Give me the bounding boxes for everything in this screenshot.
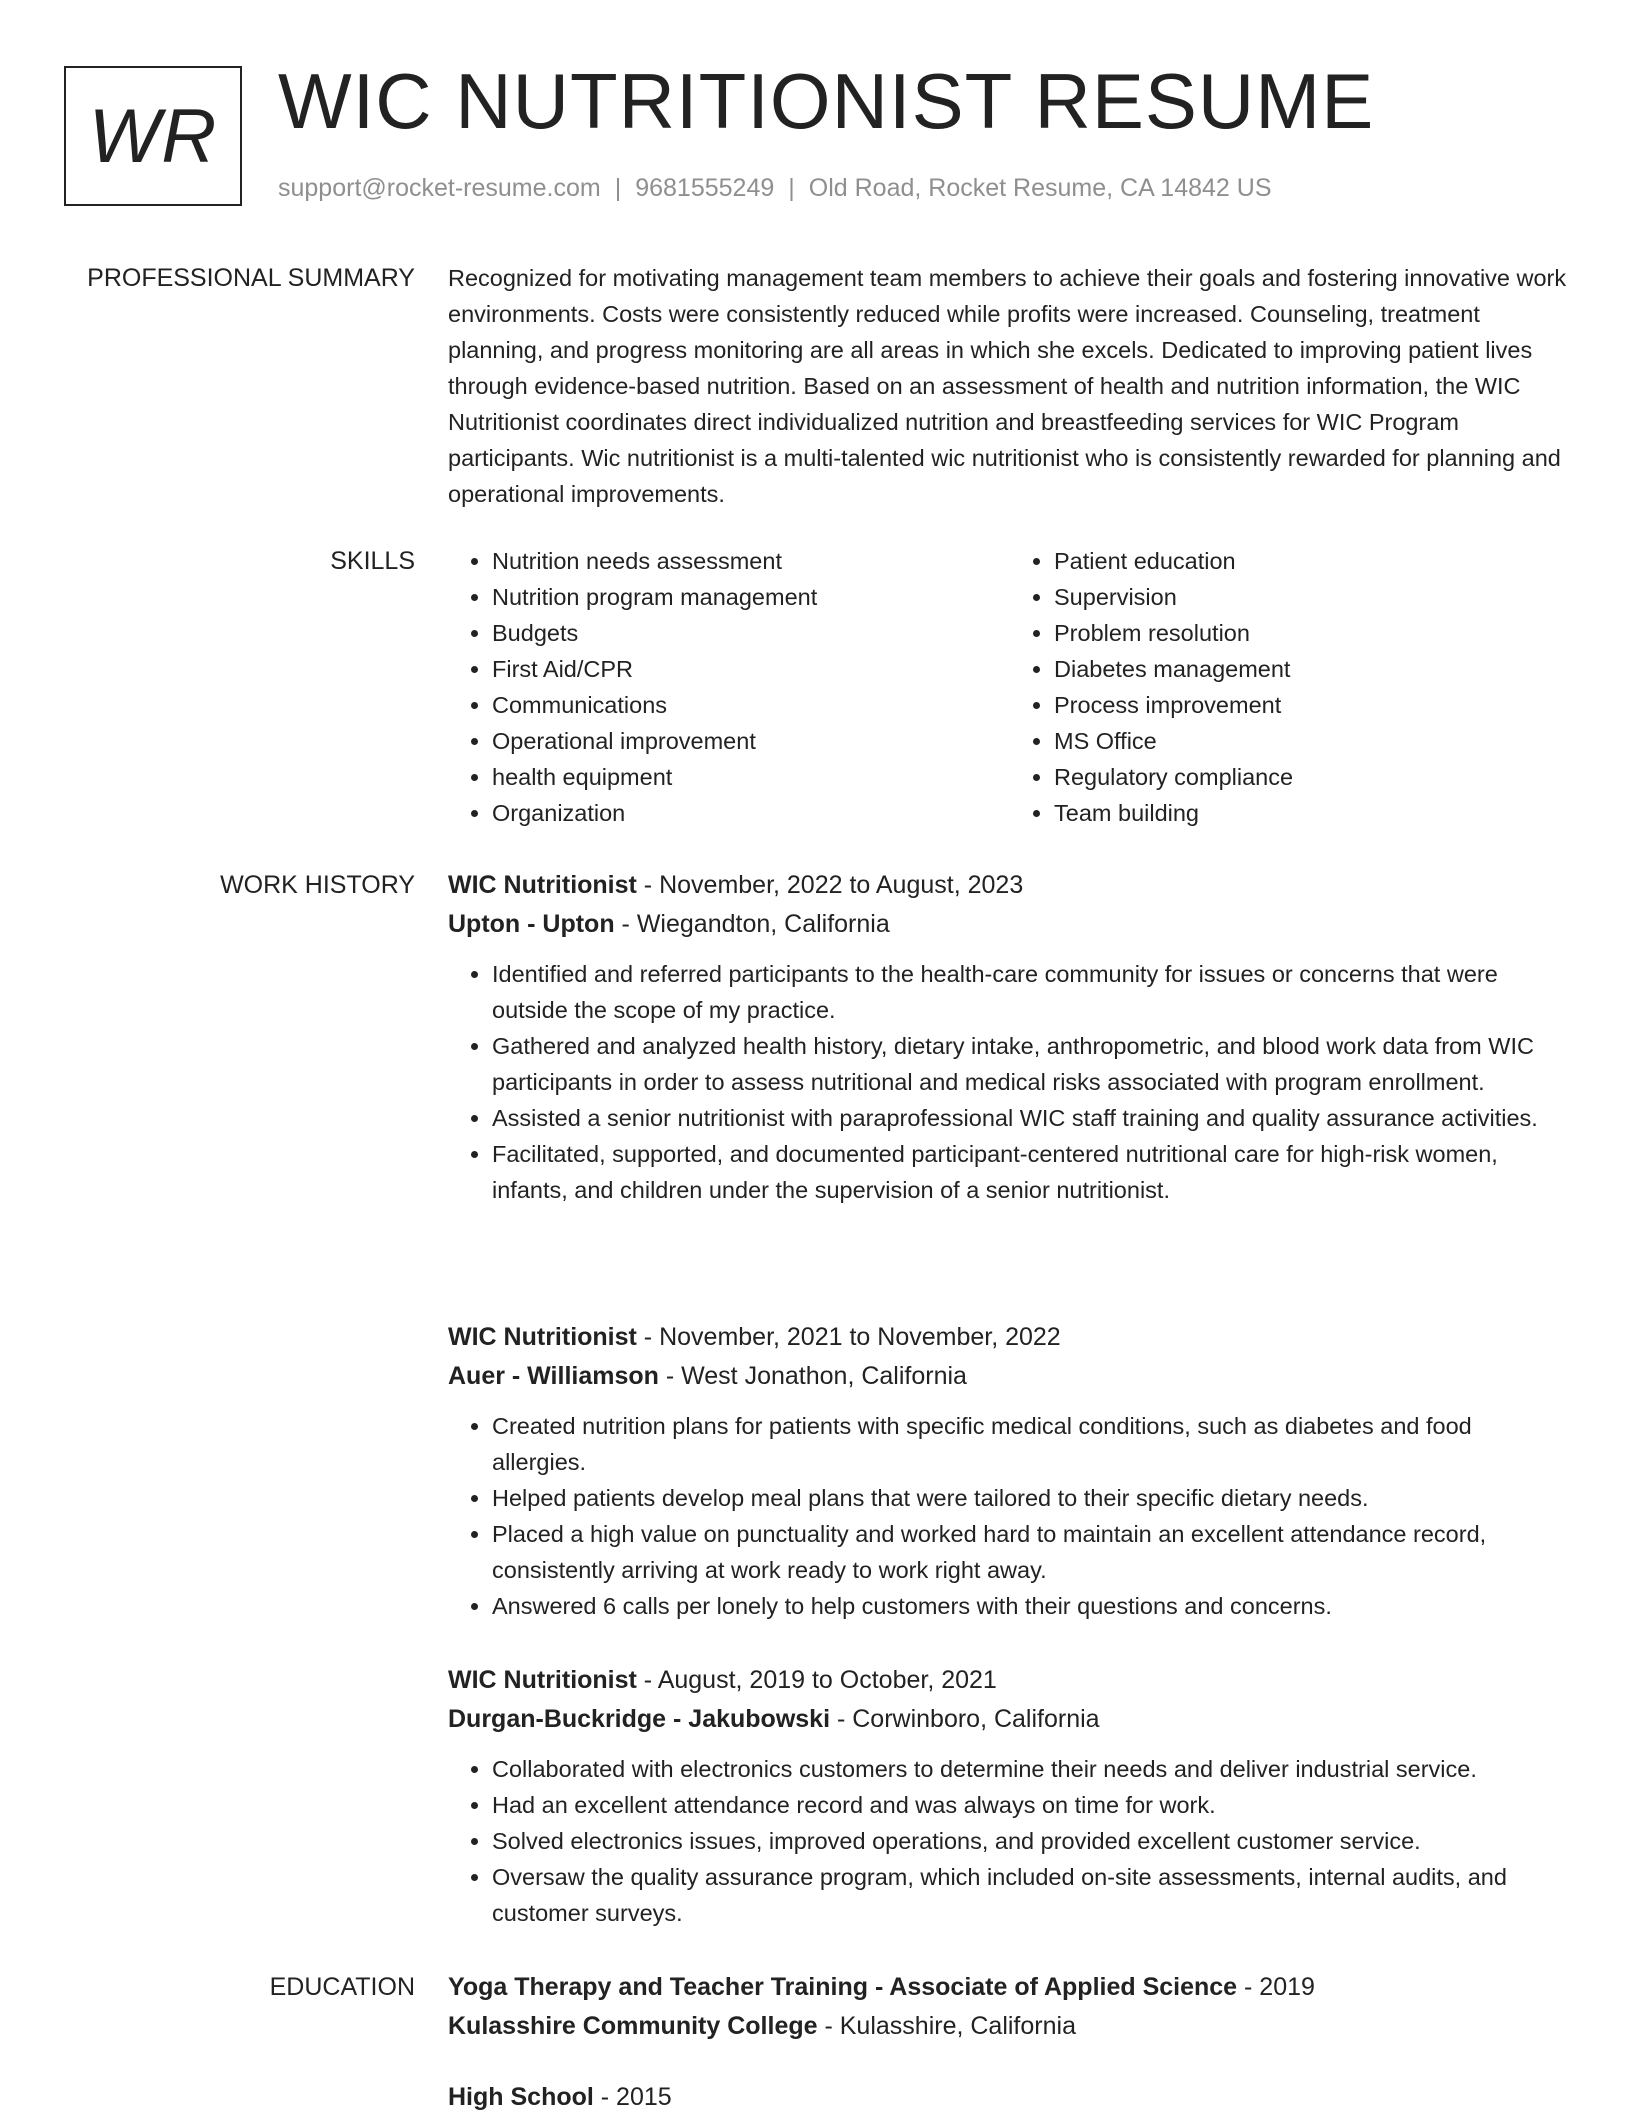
skills-list-left	[448, 543, 1010, 831]
skill-item: • Nutrition program management	[492, 579, 1010, 615]
skill-item: • First Aid/CPR	[492, 651, 1010, 687]
job-bullet: • Solved electronics issues, improved operations, and provided excellent customer service.	[492, 1823, 1572, 1859]
contact-phone[interactable]: 9681555249	[635, 174, 775, 202]
contact-line	[278, 174, 1272, 203]
job-title: WIC Nutritionist	[448, 871, 637, 899]
job-dates: - November, 2021 to November, 2022	[636, 1323, 1061, 1351]
skill-item: • Budgets	[492, 615, 1010, 651]
job-org-line	[448, 1700, 1572, 1739]
section-label-education: EDUCATION	[269, 1973, 415, 2001]
job-bullet: • Created nutrition plans for patients with specific medical conditions, such as diabetes and food allergies.	[492, 1408, 1572, 1480]
skill-item: • Communications	[492, 687, 1010, 723]
contact-address: Old Road, Rocket Resume, CA 14842 US	[808, 174, 1272, 202]
skill-item: • health equipment	[492, 759, 1010, 795]
job-bullet: • Identified and referred participants to the health-care community for issues or concerns that were outside the scope of my practice.	[492, 956, 1572, 1028]
job-title: WIC Nutritionist	[448, 1666, 637, 1694]
section-label-work: WORK HISTORY	[220, 871, 415, 899]
job-location: - West Jonathon, California	[658, 1362, 967, 1390]
job-bullet: • Had an excellent attendance record and was always on time for work.	[492, 1787, 1572, 1823]
job-title-line	[448, 1318, 1572, 1357]
job-entry	[448, 1318, 1572, 1624]
job-title-line	[448, 866, 1572, 905]
job-bullet: • Gathered and analyzed health history, dietary intake, anthropometric, and blood work data from WIC participants in order to assess nutritional and medical risks associated with program enrollment.	[492, 1028, 1572, 1100]
skill-item: • MS Office	[1054, 723, 1572, 759]
job-bullets	[448, 1751, 1572, 1931]
skill-item: • Process improvement	[1054, 687, 1572, 723]
job-location: - Wiegandton, California	[614, 910, 890, 938]
skill-item: • Organization	[492, 795, 1010, 831]
job-bullet: • Assisted a senior nutritionist with paraprofessional WIC staff training and quality assurance activities.	[492, 1100, 1572, 1136]
skill-item: • Operational improvement	[492, 723, 1010, 759]
education-year: - 2015	[593, 2083, 672, 2111]
skill-item: • Patient education	[1054, 543, 1572, 579]
job-org-line	[448, 1357, 1572, 1396]
skill-item: • Nutrition needs assessment	[492, 543, 1010, 579]
education-entry	[448, 2078, 1572, 2117]
education-degree: High School	[448, 2083, 594, 2111]
contact-separator: |	[788, 174, 795, 202]
contact-separator: |	[614, 174, 622, 202]
job-entry	[448, 1661, 1572, 1931]
skill-item: • Problem resolution	[1054, 615, 1572, 651]
skill-item: • Supervision	[1054, 579, 1572, 615]
education-location: - Kulasshire, California	[817, 2012, 1076, 2040]
skill-item: • Diabetes management	[1054, 651, 1572, 687]
job-org-line	[448, 905, 1572, 944]
skill-item: • Team building	[1054, 795, 1572, 831]
job-bullet: • Helped patients develop meal plans that were tailored to their specific dietary needs.	[492, 1480, 1572, 1516]
section-label-skills: SKILLS	[330, 547, 415, 575]
job-dates: - November, 2022 to August, 2023	[636, 871, 1024, 899]
job-title-line	[448, 1661, 1572, 1700]
job-bullet: • Answered 6 calls per lonely to help customers with their questions and concerns.	[492, 1588, 1572, 1624]
job-bullets	[448, 1408, 1572, 1624]
job-bullet: • Facilitated, supported, and documented participant-centered nutritional care for high-risk women, infants, and children under the supervision of a senior nutritionist.	[492, 1136, 1572, 1208]
page-title: WIC NUTRITIONIST RESUME	[278, 57, 1375, 145]
education-degree: Yoga Therapy and Teacher Training - Associate of Applied Science	[448, 1973, 1238, 2001]
education-degree-line	[448, 2078, 1572, 2117]
education-entry	[448, 1968, 1572, 2046]
job-location: - Corwinboro, California	[830, 1705, 1100, 1733]
job-title: WIC Nutritionist	[448, 1323, 637, 1351]
education-school-line	[448, 2007, 1572, 2046]
education-degree-line	[448, 1968, 1572, 2007]
skills-list-right	[1010, 543, 1572, 831]
education-year: - 2019	[1237, 1973, 1315, 2001]
contact-email[interactable]: support@rocket-resume.com	[278, 174, 601, 202]
section-label-summary: PROFESSIONAL SUMMARY	[87, 264, 415, 292]
job-bullets	[448, 956, 1572, 1208]
monogram-logo: WR	[64, 66, 242, 206]
job-bullet: • Collaborated with electronics customers to determine their needs and deliver industrial service.	[492, 1751, 1572, 1787]
summary-text: Recognized for motivating management team members to achieve their goals and fostering innovative work environments. Costs were consistently reduced while profits were increased. Counseling, treatment planning, and progress monitoring are all areas in which she excels. Dedicated to improving patient lives through evidence-based nutrition. Based on an assessment of health and nutrition information, the WIC Nutritionist coordinates direct individualized nutrition and breastfeeding services for WIC Program participants. Wic nutritionist is a multi-talented wic nutritionist who is consistently rewarded for planning and operational improvements.	[448, 265, 1567, 507]
skill-item: • Regulatory compliance	[1054, 759, 1572, 795]
job-company: Upton - Upton	[448, 910, 615, 938]
job-entry	[448, 866, 1572, 1208]
job-bullet: • Placed a high value on punctuality and worked hard to maintain an excellent attendance record, consistently arriving at work ready to work right away.	[492, 1516, 1572, 1588]
job-company: Auer - Williamson	[448, 1362, 659, 1390]
job-bullet: • Oversaw the quality assurance program, which included on-site assessments, internal audits, and customer surveys.	[492, 1859, 1572, 1931]
job-company: Durgan-Buckridge - Jakubowski	[448, 1705, 831, 1733]
education-school: Kulasshire Community College	[448, 2012, 818, 2040]
skills-section	[448, 543, 1572, 831]
job-dates: - August, 2019 to October, 2021	[636, 1666, 997, 1694]
summary-section	[448, 260, 1572, 512]
